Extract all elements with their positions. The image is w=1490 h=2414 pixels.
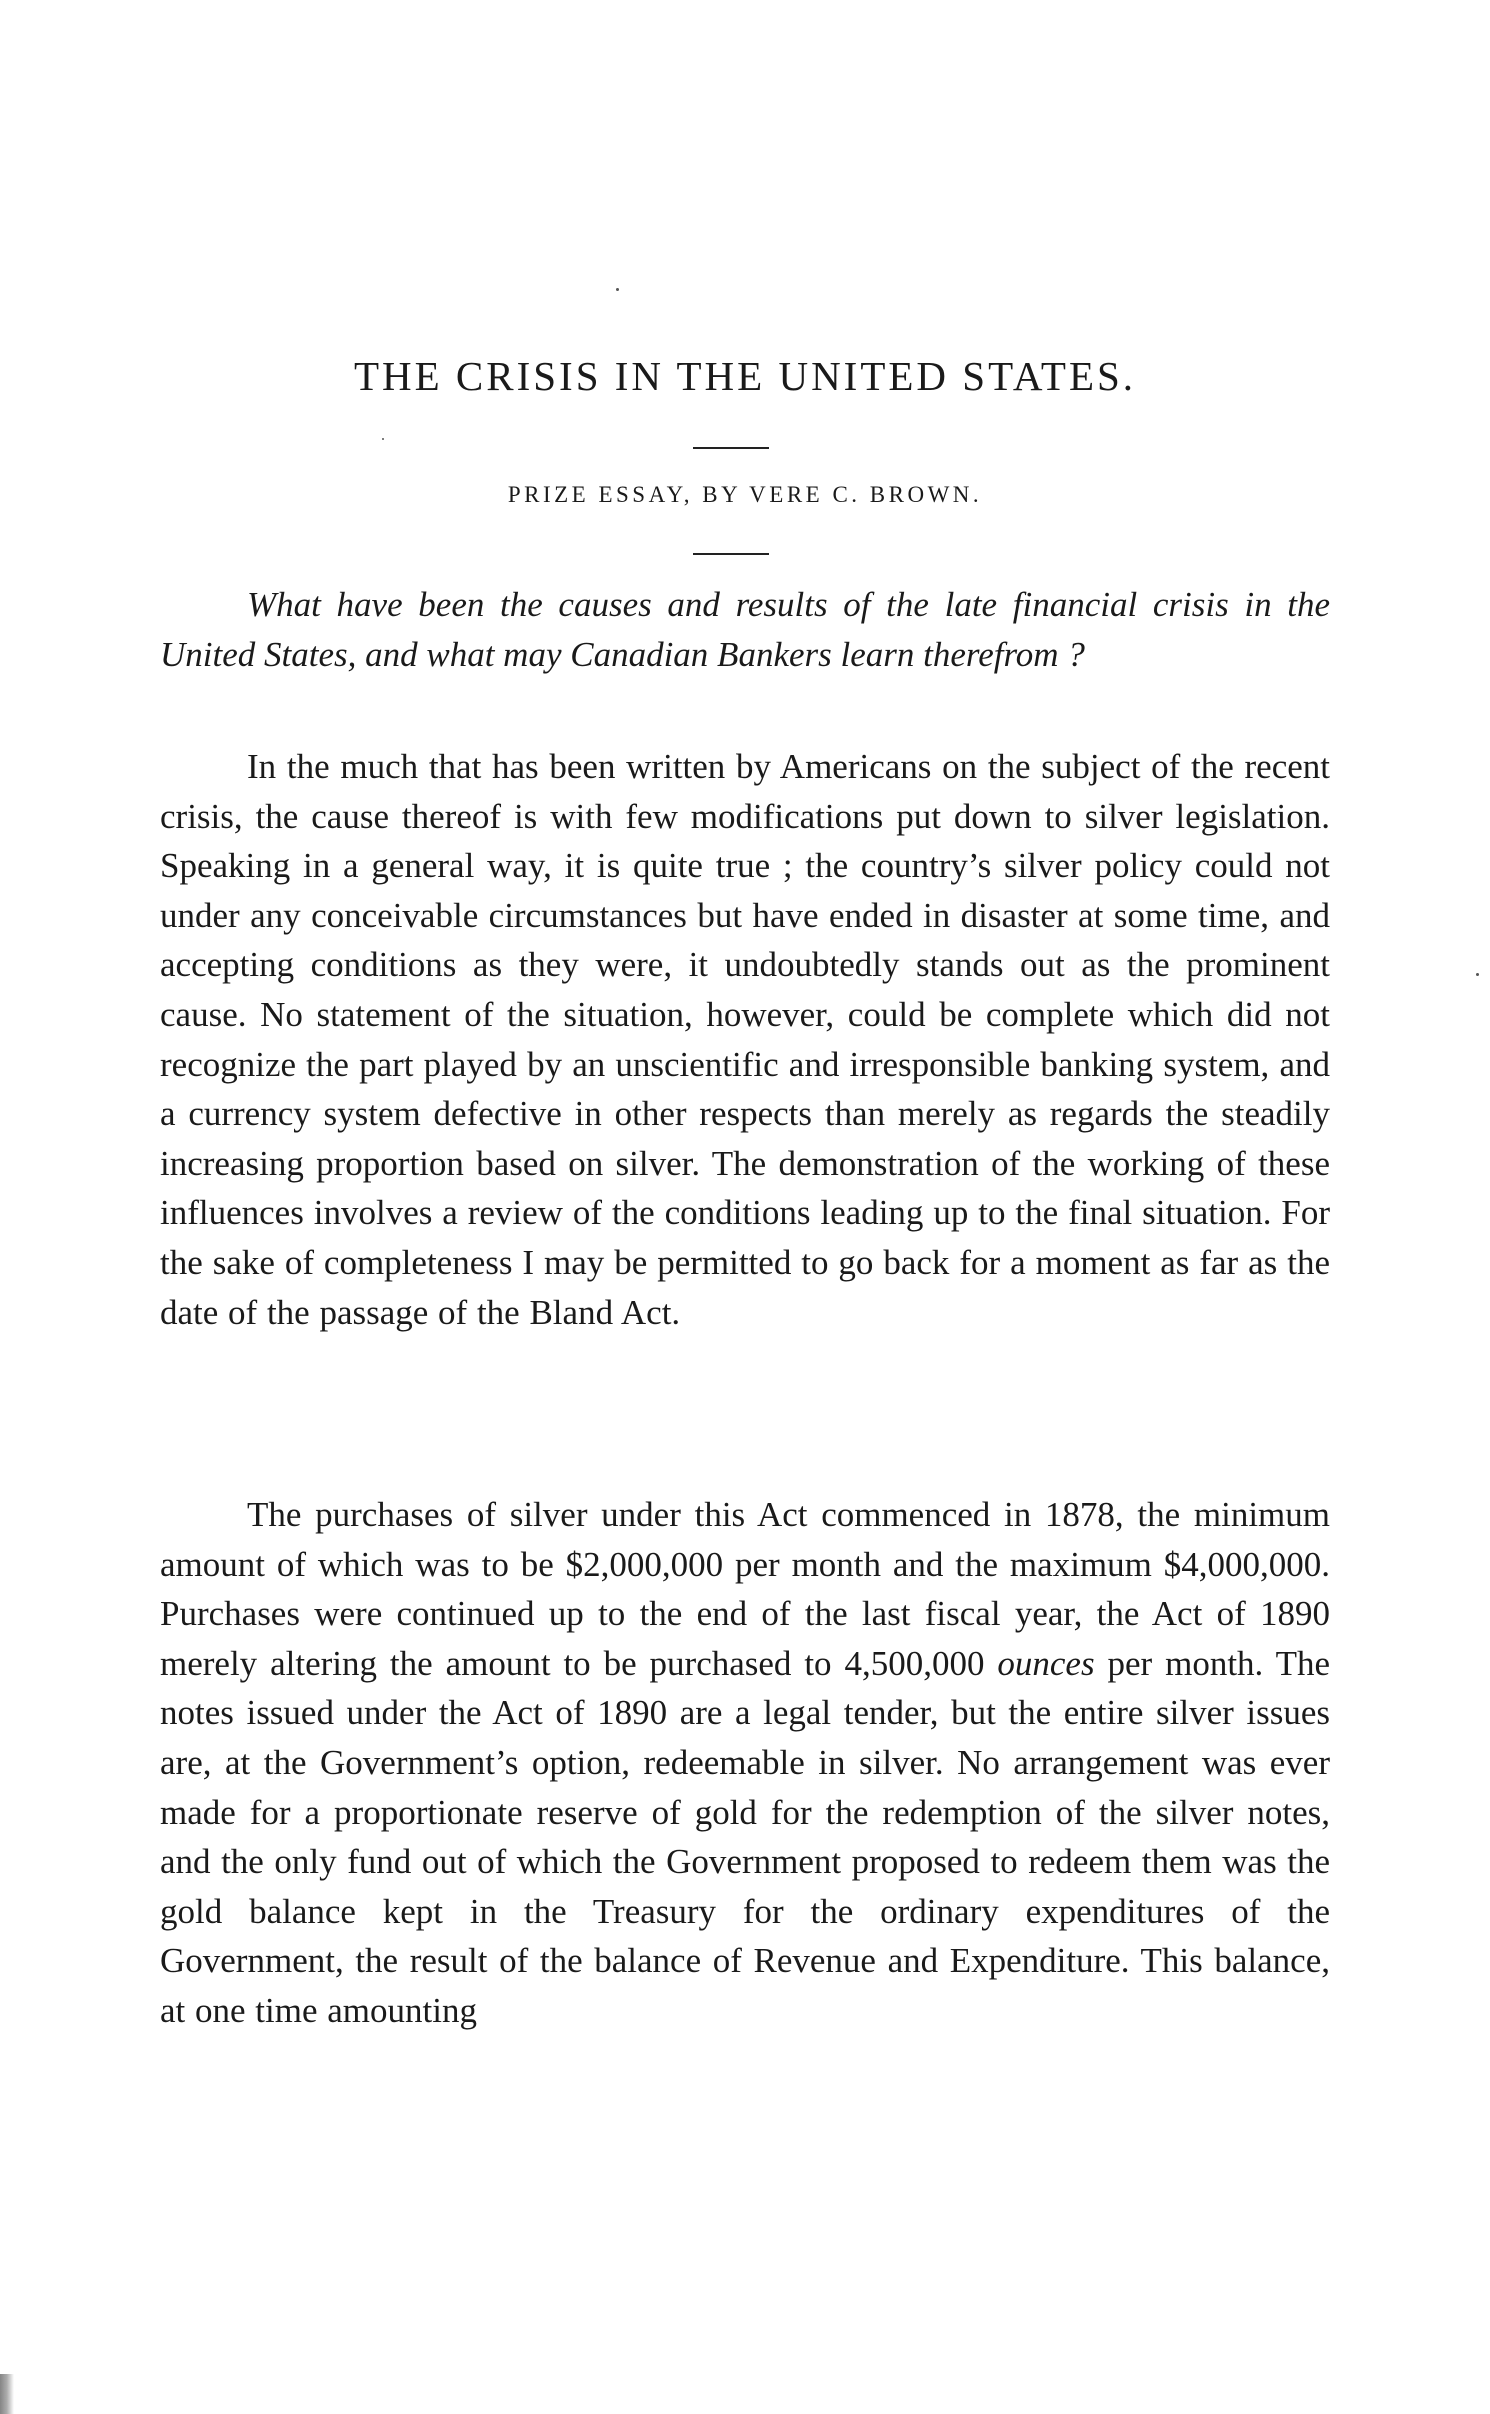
paragraph-2-text-a: The purchases of silver under this Act commenced in 1878, the minimum amount of which was to be $2,000,000 per month and the maximum $4,000,000. Purchases were continued up to the end of the last fiscal year, the Act of 1890 merely altering the amount to be purchased to 4,500,000 (160, 1495, 1330, 1683)
essay-byline: PRIZE ESSAY, BY VERE C. BROWN. (507, 482, 983, 507)
title-divider (693, 447, 769, 449)
page-speck (616, 288, 619, 291)
byline-divider (693, 553, 769, 555)
essay-title: THE CRISIS IN THE UNITED STATES. (353, 353, 1137, 399)
paragraph-1: In the much that has been written by Americans on the subject of the recent crisis, the cause thereof is with few modifications put down to silver legislation. Speaking in a general way, it is quite true ; the country’s silver policy could not under any conceivable circumstances but have ended in disaster at some time, and accepting conditions as they were, it undoubtedly stands out as the prominent cause. No statement of the situation, however, could be complete which did not recognize the part played by an unscientific and irresponsible banking system, and a currency system defective in other respects than merely as regards the steadily increasing proportion based on silver. The demonstration of the working of these influences involves a review of the conditions leading up to the final situation. For the sake of completeness I may be permitted to go back for a moment as far as the date of the passage of the Bland Act. (160, 747, 1330, 1332)
paragraph-2-text-b: per month. The notes issued under the Act of 1890 are a legal tender, but the entire silver issues are, at the Government’s option, redeemable in silver. No arrangement was ever made for a proportionate reserve of gold for the redemption of the silver notes, and the only fund out of which the Government proposed to redeem them was the gold balance kept in the Treasury for the ordinary expenditures of the Government, the result of the balance of Revenue and Expenditure. This balance, at one time amounting (160, 1643, 1330, 2030)
paragraph-2 (160, 1490, 1330, 2036)
page-speck (382, 438, 384, 440)
essay-question: What have been the causes and results of the late financial crisis in the United States, and what may Canadian Bankers learn therefrom ? (160, 585, 1330, 674)
page-edge-mark (0, 2374, 14, 2414)
page-speck (1476, 973, 1479, 976)
paragraph-2-italic: ounces (997, 1643, 1095, 1683)
